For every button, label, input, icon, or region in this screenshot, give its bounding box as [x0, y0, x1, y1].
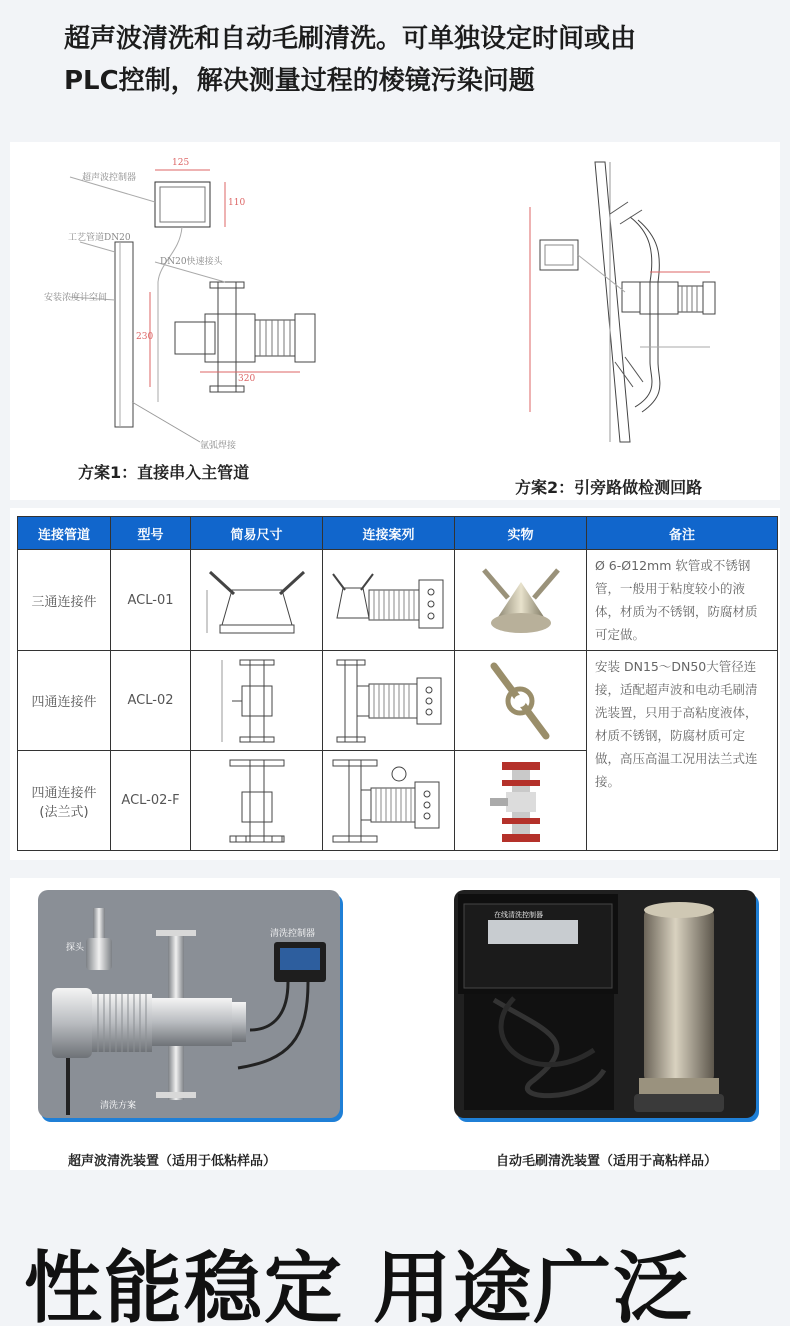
table-header-row: [18, 517, 778, 550]
headline: 性能稳定 用途广泛: [24, 1244, 694, 1326]
cell-name: 四通连接件: [18, 651, 111, 751]
cell-name: 三通连接件: [18, 550, 111, 651]
intro-line-2: PLC控制，解决测量过程的棱镜污染问题: [64, 66, 535, 96]
header-case: 连接案列: [323, 517, 455, 550]
dimension-side: 110: [228, 198, 246, 208]
flange-case-drawing: [329, 756, 449, 846]
cell-case-drawing: [323, 751, 455, 851]
intro-line-1: 超声波清洗和自动毛刷清洗。可单独设定时间或由: [64, 24, 637, 54]
cross-size-drawing: [202, 656, 312, 746]
connector-table: [17, 516, 778, 851]
scheme-1-caption: 方案1：直接串入主管道: [78, 463, 250, 482]
cell-photo: [455, 550, 587, 651]
header-pipe: 连接管道: [18, 517, 111, 550]
header-model: 型号: [111, 517, 191, 550]
label-argon-weld: 氩弧焊接: [200, 441, 237, 451]
cell-size-drawing: [191, 651, 323, 751]
tee-photo: [476, 560, 566, 640]
label-ultrasonic-controller: 超声波控制器: [82, 173, 137, 183]
cell-model: ACL-01: [111, 550, 191, 651]
cell-shared-note: 安装 DN15～DN50大管径连接，适配超声波和电动毛刷清洗装置，只用于高粘度液体，材质不锈钢，防腐材质可定做，高压高温工况用法兰式连接。: [587, 651, 778, 851]
tee-case-drawing: [329, 560, 449, 640]
header-size: 简易尺寸: [191, 517, 323, 550]
tee-size-drawing: [202, 560, 312, 640]
label-process-pipe: 工艺管道DN20: [68, 233, 131, 243]
dimension-top: 125: [172, 158, 190, 168]
label-quick-connector: DN20快速接头: [160, 257, 223, 267]
brush-device-illustration: [454, 890, 756, 1118]
cell-model: ACL-02: [111, 651, 191, 751]
controller-label: 清洗控制器: [270, 929, 316, 939]
intro-text: [64, 18, 764, 102]
cell-note: Ø 6-Ø12mm 软管或不锈钢管，一般用于粘度较小的液体，材质为不锈钢，防腐材质可定做。: [587, 550, 778, 651]
cell-size-drawing: [191, 751, 323, 851]
cross-case-drawing: [329, 656, 449, 746]
dimension-vertical: 230: [136, 332, 154, 342]
table-row: [18, 550, 778, 651]
cell-name-line-2: (法兰式): [39, 804, 89, 820]
table-row: [18, 651, 778, 751]
scheme-2-caption: 方案2：引旁路做检测回路: [515, 478, 703, 497]
probe-label: 探头: [66, 943, 85, 953]
cell-name-line-1: 四通连接件: [31, 785, 97, 801]
ultrasonic-device-illustration: [38, 890, 340, 1118]
header-photo: 实物: [455, 517, 587, 550]
cleaning-devices-section: [10, 878, 780, 1170]
header-note: 备注: [587, 517, 778, 550]
cell-model: ACL-02-F: [111, 751, 191, 851]
dimension-bottom: 320: [238, 374, 256, 384]
panel-title: 在线清洗控制器: [494, 911, 543, 919]
flange-photo: [476, 756, 566, 846]
ultrasonic-device-image: [38, 890, 340, 1118]
scheme-label: 清洗方案: [100, 1101, 137, 1111]
cell-size-drawing: [191, 550, 323, 651]
cell-photo: [455, 651, 587, 751]
connector-table-section: [10, 508, 780, 860]
brush-device-image: [454, 890, 756, 1118]
cross-photo: [476, 656, 566, 746]
cell-name: [18, 751, 111, 851]
brush-caption: 自动毛刷清洗装置（适用于高粘样品）: [496, 1154, 718, 1169]
cell-photo: [455, 751, 587, 851]
installation-drawing: [10, 142, 780, 500]
ultrasonic-caption: 超声波清洗装置（适用于低粘样品）: [68, 1154, 277, 1169]
label-install-space: 安装浓度计空间: [44, 293, 108, 303]
cell-case-drawing: [323, 651, 455, 751]
installation-diagrams: [10, 142, 780, 500]
cell-case-drawing: [323, 550, 455, 651]
flange-size-drawing: [202, 756, 312, 846]
